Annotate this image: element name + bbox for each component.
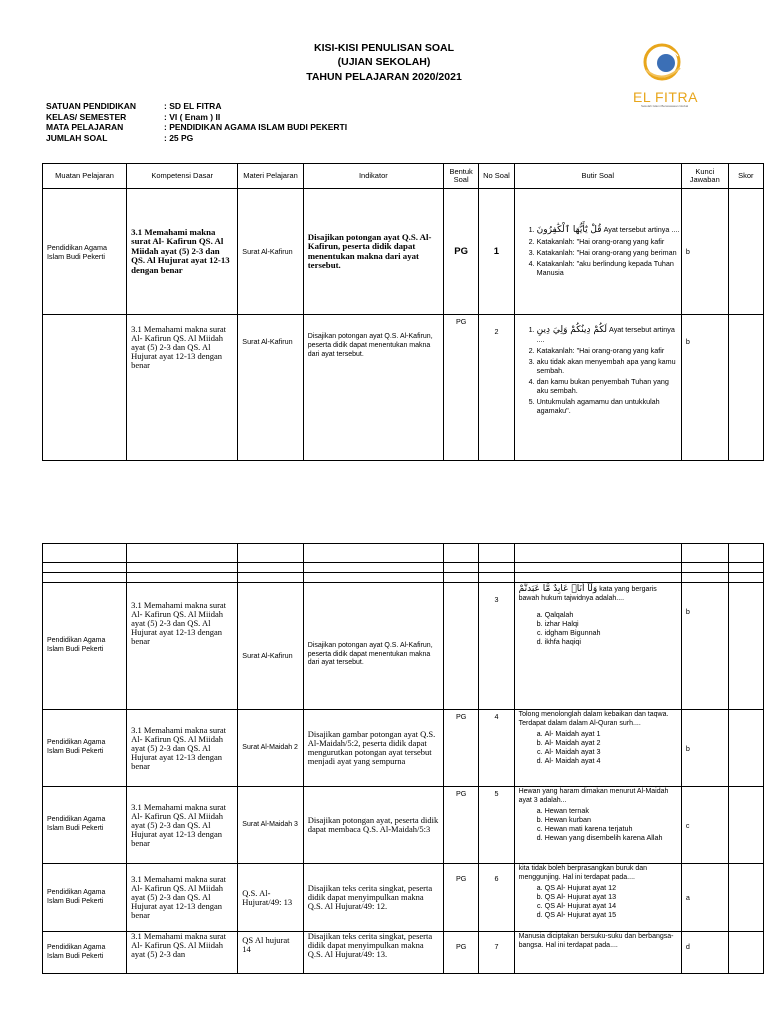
option: c. idgham Bigunnah (545, 628, 678, 637)
header-materi: Materi Pelajaran (238, 164, 303, 189)
cell-kd: 3.1 Memahami makna surat Al- Kafirun QS. Al Miidah ayat (5) 2-3 dan (127, 932, 238, 974)
option: a. Al- Maidah ayat 1 (545, 729, 678, 738)
option: a. Qalqalah (545, 610, 678, 619)
option: d. ikhfa haqiqi (545, 637, 678, 646)
cell-indikator: Disajikan potongan ayat, peserta didik dapat membaca Q.S. Al-Maidah/5:3 (303, 787, 443, 864)
cell-muatan: Pendidikan Agama Islam Budi Pekerti (43, 787, 127, 864)
option: 4. Katakanlah: "aku berlindung kepada Tuhan Manusia (537, 259, 681, 277)
cell-materi: Surat Al-Kafirun (238, 583, 303, 710)
question-lead: Tolong menolonglah dalam kebaikan dan taqwa. Terdapat dalam dalam Al-Quran surh.... (518, 711, 669, 727)
arabic-verse: ﻗُﻞْ ﻳَٰٓﺄَﻳُّﻬَﺎ ٱﻟْﻜَٰﻔِﺮُﻭﻥَ (536, 224, 602, 235)
table-row (43, 787, 764, 864)
option: 2. Katakanlah: "Hai orang-orang yang kafir (537, 346, 681, 355)
option: c. Al- Maidah ayat 3 (545, 747, 678, 756)
option: b. Hewan kurban (545, 815, 678, 824)
cell-skor (728, 787, 763, 864)
cell-bentuk: PG (443, 864, 478, 932)
identity-info (46, 101, 347, 143)
option: 4. dan kamu bukan penyembah Tuhan yang aku sembah. (537, 377, 681, 395)
cell-materi: Surat Al-Maidah 2 (238, 710, 303, 787)
cell-indikator: Disajikan potongan ayat Q.S. Al-Kafirun, peserta didik dapat menentukan makna dari ayat tersebut. (303, 189, 443, 315)
question-lead: Hewan yang haram dimakan menurut Al-Maidah ayat 3 adalah... (518, 788, 669, 804)
option: c. Hewan mati karena terjatuh (545, 824, 678, 833)
logo-text: EL FITRA (633, 89, 698, 105)
cell-butir (514, 710, 681, 787)
cell-kd: 3.1 Memahami makna surat Al- Kafirun QS. Al Miidah ayat (5) 2-3 dan QS. Al Hujurat ayat 12-13 dengan benar (127, 864, 238, 932)
cell-butir (514, 189, 681, 315)
header-bentuk: Bentuk Soal (443, 164, 478, 189)
cell-muatan: Pendidikan Agama Islam Budi Pekerti (43, 932, 127, 974)
option: 3. aku tidak akan menyembah apa yang kamu sembah. (537, 357, 681, 375)
cell-materi: Surat Al-Maidah 3 (238, 787, 303, 864)
cell-no: 6 (479, 864, 514, 932)
cell-butir: Manusia diciptakan bersuku-suku dan berbangsa- bangsa. Hal ini terdapat pada.... (514, 932, 681, 974)
doc-title-1: KISI-KISI PENULISAN SOAL (313, 42, 454, 54)
cell-kunci: a (681, 864, 728, 932)
cell-skor (728, 864, 763, 932)
cell-skor (728, 315, 763, 461)
option: b. Al- Maidah ayat 2 (545, 738, 678, 747)
table-row (43, 583, 764, 710)
table-row (43, 315, 764, 461)
kisi-kisi-table-page2 (42, 543, 764, 974)
cell-muatan: Pendidikan Agama Islam Budi Pekerti (43, 710, 127, 787)
cell-kunci: c (681, 787, 728, 864)
table-row (43, 189, 764, 315)
question-lead: Ayat tersebut artinya .... (603, 224, 680, 234)
cell-kd: 3.1 Memahami makna surat Al- Kafirun QS. Al Miidah ayat (5) 2-3 dan QS. Al Hujurat ayat 12-13 dengan benar (127, 315, 238, 461)
cell-butir (514, 864, 681, 932)
doc-title-3: TAHUN PELAJARAN 2020/2021 (306, 71, 462, 83)
info-value: : SD EL FITRA (164, 101, 222, 111)
cell-kd: 3.1 Memahami makna surat Al- Kafirun QS. Al Miidah ayat (5) 2-3 dan QS. Al Hujurat ayat 12-13 dengan benar (127, 583, 238, 710)
arabic-verse: ﻭَﻟَﺂ ﺃَﻧَﺎ۠ ﻋَﺎﺑِﺪٌ ﻣَّﺎ ﻋَﺒَﺪﺗُّﻢْ (518, 584, 598, 594)
info-value: : PENDIDIKAN AGAMA ISLAM BUDI PEKERTI (164, 122, 348, 132)
cell-indikator: Disajikan teks cerita singkat, peserta didik dapat menyimpulkan makna Q.S. Al Hujurat/49: 13. (303, 932, 443, 974)
cell-indikator: Disajikan teks cerita singkat, peserta didik dapat menyimpulkan makna Q.S. Al Hujurat/49: 12. (303, 864, 443, 932)
option: d. Al- Maidah ayat 4 (545, 756, 678, 765)
cell-materi: Surat Al-Kafirun (238, 315, 303, 461)
question-lead: kita tidak boleh berprasangkan buruk dan menggunjing. Hal ini terdapat pada.... (518, 865, 648, 881)
cell-materi: QS Al hujurat 14 (238, 932, 303, 974)
cell-butir (514, 315, 681, 461)
cell-materi: Q.S. Al-Hujurat/49: 13 (238, 864, 303, 932)
cell-no: 2 (479, 315, 514, 461)
header-no: No Soal (479, 164, 514, 189)
cell-indikator: Disajikan gambar potongan ayat Q.S. Al-Maidah/5:2, peserta didik dapat mengurutkan potongan ayat tersebut menjadi ayat yang sempurna (303, 710, 443, 787)
cell-no: 4 (479, 710, 514, 787)
empty-row (43, 544, 764, 563)
cell-bentuk: PG (443, 932, 478, 974)
info-value: : VI ( Enam ) II (164, 111, 221, 122)
table-row (43, 710, 764, 787)
cell-bentuk (443, 583, 478, 710)
option: c. QS Al- Hujurat ayat 14 (545, 901, 678, 910)
kisi-kisi-table-page1 (42, 163, 764, 461)
question-lead: kata yang bergaris bawah hukum tajwidnya adalah.... (518, 586, 657, 602)
cell-kd: 3.1 Memahami makna surat Al- Kafirun QS. Al Miidah ayat (5) 2-3 dan QS. Al Hujurat ayat 12-13 dengan benar (127, 787, 238, 864)
table-row (43, 932, 764, 974)
logo-tagline: Sekolah Islami Berwawasan Global (641, 104, 689, 108)
cell-butir (514, 787, 681, 864)
info-key: MATA PELAJARAN (46, 122, 124, 132)
arabic-verse: ﻟَﻜُﻢْ ﺩِﻳﻨُﻜُﻢْ ﻭَﻟِﻲَ ﺩِﻳﻦِ (536, 325, 608, 335)
cell-no: 5 (479, 787, 514, 864)
header-skor: Skor (728, 164, 763, 189)
option: a. QS Al- Hujurat ayat 12 (545, 883, 678, 892)
cell-bentuk: PG (443, 189, 478, 315)
option: b. QS Al- Hujurat ayat 13 (545, 892, 678, 901)
option: d. Hewan yang disembelih karena Allah (545, 833, 678, 842)
cell-indikator: Disajikan potongan ayat Q.S. Al-Kafirun, peserta didik dapat menentukan makna dari ayat tersebut. (303, 583, 443, 710)
empty-row (43, 573, 764, 583)
cell-muatan: Pendidikan Agama Islam Budi Pekerti (43, 583, 127, 710)
info-key: KELAS/ SEMESTER (46, 111, 127, 122)
cell-muatan: Pendidikan Agama Islam Budi Pekerti (43, 189, 127, 315)
option: d. QS Al- Hujurat ayat 15 (545, 910, 678, 919)
cell-materi: Surat Al-Kafirun (238, 189, 303, 315)
cell-kunci: d (681, 932, 728, 974)
cell-indikator: Disajikan potongan ayat Q.S. Al-Kafirun, peserta didik dapat menentukan makna dari ayat tersebut. (303, 315, 443, 461)
info-value: : 25 PG (164, 132, 194, 143)
header-kunci: Kunci Jawaban (681, 164, 728, 189)
info-key: SATUAN PENDIDIKAN (46, 101, 137, 111)
header-indikator: Indikator (303, 164, 443, 189)
cell-kd: 3.1 Memahami makna surat Al- Kafirun QS. Al Miidah ayat (5) 2-3 dan QS. Al Hujurat ayat 12-13 dengan benar (127, 710, 238, 787)
table-row (43, 864, 764, 932)
option: 5. Untukmulah agamamu dan untukkulah agamaku". (537, 397, 681, 415)
cell-skor (728, 189, 763, 315)
cell-skor (728, 710, 763, 787)
cell-kunci: b (681, 583, 728, 710)
header-butir: Butir Soal (514, 164, 681, 189)
cell-kd: 3.1 Memahami makna surat Al- Kafirun QS. Al Miidah ayat (5) 2-3 dan QS. Al Hujurat ayat 12-13 dengan benar (127, 189, 238, 315)
cell-no: 1 (479, 189, 514, 315)
cell-butir (514, 583, 681, 710)
option: 2. Katakanlah: "Hai orang-orang yang kafir (537, 237, 681, 246)
option: 3. Katakanlah: "Hai orang-orang yang beriman (537, 248, 681, 257)
doc-title-2: (UJIAN SEKOLAH) (337, 56, 431, 68)
cell-bentuk: PG (443, 787, 478, 864)
header-kd: Kompetensi Dasar (127, 164, 238, 189)
question-lead: Ayat tersebut artinya .... (536, 325, 675, 344)
cell-kunci: b (681, 710, 728, 787)
cell-no: 3 (479, 583, 514, 710)
empty-row (43, 563, 764, 573)
option: a. Hewan ternak (545, 806, 678, 815)
cell-muatan (43, 315, 127, 461)
header-muatan: Muatan Pelajaran (43, 164, 127, 189)
option: b. izhar Halqi (545, 619, 678, 628)
cell-muatan: Pendidikan Agama Islam Budi Pekerti (43, 864, 127, 932)
cell-kunci: b (681, 315, 728, 461)
cell-no: 7 (479, 932, 514, 974)
cell-kunci: b (681, 189, 728, 315)
info-key: JUMLAH SOAL (46, 132, 108, 143)
cell-bentuk: PG (443, 315, 478, 461)
cell-skor (728, 583, 763, 710)
cell-bentuk: PG (443, 710, 478, 787)
cell-skor (728, 932, 763, 974)
